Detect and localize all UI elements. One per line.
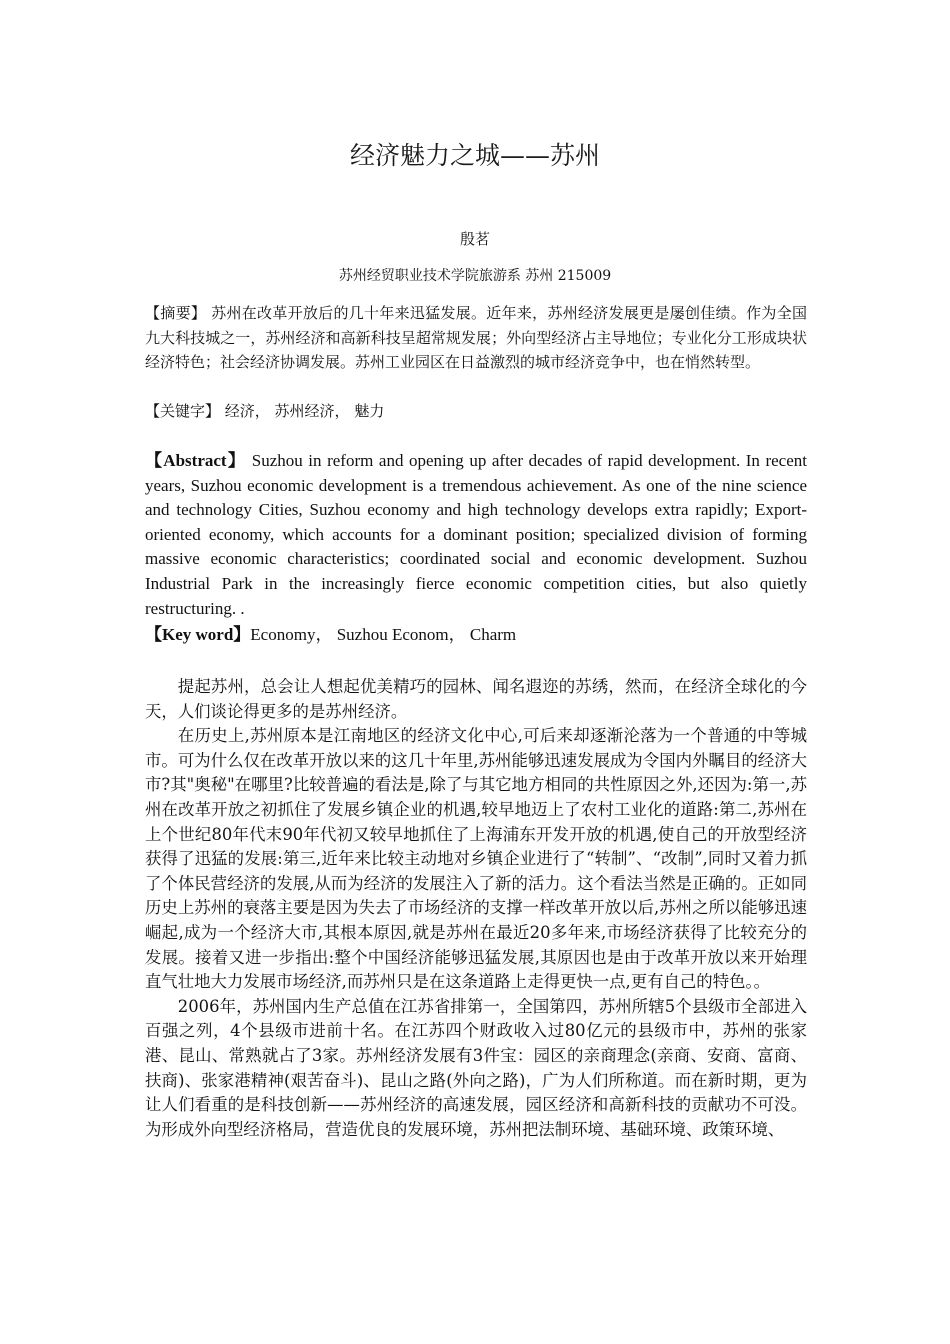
keywords-chinese	[145, 399, 807, 424]
abstract-chinese	[145, 301, 807, 375]
keywords-english-text: Economy， Suzhou Econom， Charm	[250, 625, 517, 644]
abstract-english	[145, 449, 807, 621]
body-paragraph: 在历史上,苏州原本是江南地区的经济文化中心,可后来却逐渐沦落为一个普通的中等城市。可为什么仅在改革开放以来的这几十年里,苏州能够迅速发展成为令国内外瞩目的经济大市?其"奥秘"在哪里?比较普遍的看法是,除了与其它地方相同的共性原因之外,还因为:第一,苏州在改革开放之初抓住了发展乡镇企业的机遇,较早地迈上了农村工业化的道路:第二,苏州在上个世纪80年代末90年代初又较早地抓住了上海浦东开发开放的机遇,使自己的开放型经济获得了迅猛的发展:第三,近年来比较主动地对乡镇企业进行了“转制”、“改制”,同时又着力抓了个体民营经济的发展,从而为经济的发展注入了新的活力。这个看法当然是正确的。正如同历史上苏州的衰落主要是因为失去了市场经济的支撑一样改革开放以后,苏州之所以能够迅速崛起,成为一个经济大市,其根本原因,就是苏州在最近20多年来,市场经济获得了比较充分的发展。接着又进一步指出:整个中国经济能够迅猛发展,其原因也是由于改革开放以来开始理直气壮地大力发展市场经济,而苏州只是在这条道路上走得更快一点,更有自己的特色。。	[145, 726, 807, 992]
abstract-english-label: 【Abstract】	[145, 451, 247, 470]
body-paragraph: 2006年，苏州国内生产总值在江苏省排第一，全国第四，苏州所辖5个县级市全部进入百强之列，4个县级市进前十名。在江苏四个财政收入过80亿元的县级市中，苏州的张家港、昆山、常熟就占了3家。苏州经济发展有3件宝：园区的亲商理念(亲商、安商、富商、扶商)、张家港精神(艰苦奋斗)、昆山之路(外向之路)，广为人们所称道。而在新时期，更为让人们看重的是科技创新——苏州经济的高速发展，园区经济和高新科技的贡献功不可没。为形成外向型经济格局，营造优良的发展环境，苏州把法制环境、基础环境、政策环境、	[145, 996, 807, 1139]
keywords-english	[145, 623, 807, 648]
keywords-chinese-label: 【关键字】	[145, 402, 221, 420]
keywords-english-label: 【Key word】	[145, 625, 251, 644]
body-text	[145, 675, 807, 1142]
abstract-chinese-text: 苏州在改革开放后的几十年来迅猛发展。近年来，苏州经济发展更是屡创佳绩。作为全国九大科技城之一，苏州经济和高新科技呈超常规发展；外向型经济占主导地位；专业化分工形成块状经济特色；社会经济协调发展。苏州工业园区在日益激烈的城市经济竞争中，也在悄然转型。	[145, 304, 807, 371]
body-paragraph: 提起苏州，总会让人想起优美精巧的园林、闻名遐迩的苏绣，然而，在经济全球化的今天，人们谈论得更多的是苏州经济。	[145, 677, 807, 721]
paper-title: 经济魅力之城——苏州	[349, 141, 600, 170]
abstract-english-text: Suzhou in reform and opening up after decades of rapid development. In recent years, Suzhou economic development is a tremendous achievement. As one of the nine science and technology Cities, Suzhou economy and high technology develops extra rapidly; Export-oriented economy, which accounts for a dominant position; specialized division of forming massive economic characteristics; coordinated social and economic development. Suzhou Industrial Park in the increasingly fierce economic competition cities, but also quietly restructuring. .	[145, 451, 807, 618]
author-name: 殷茗	[459, 230, 490, 248]
abstract-chinese-label: 【摘要】	[145, 304, 207, 322]
keywords-chinese-text: 经济， 苏州经济， 魅力	[220, 402, 385, 420]
author-affiliation: 苏州经贸职业技术学院旅游系 苏州 215009	[338, 268, 612, 284]
